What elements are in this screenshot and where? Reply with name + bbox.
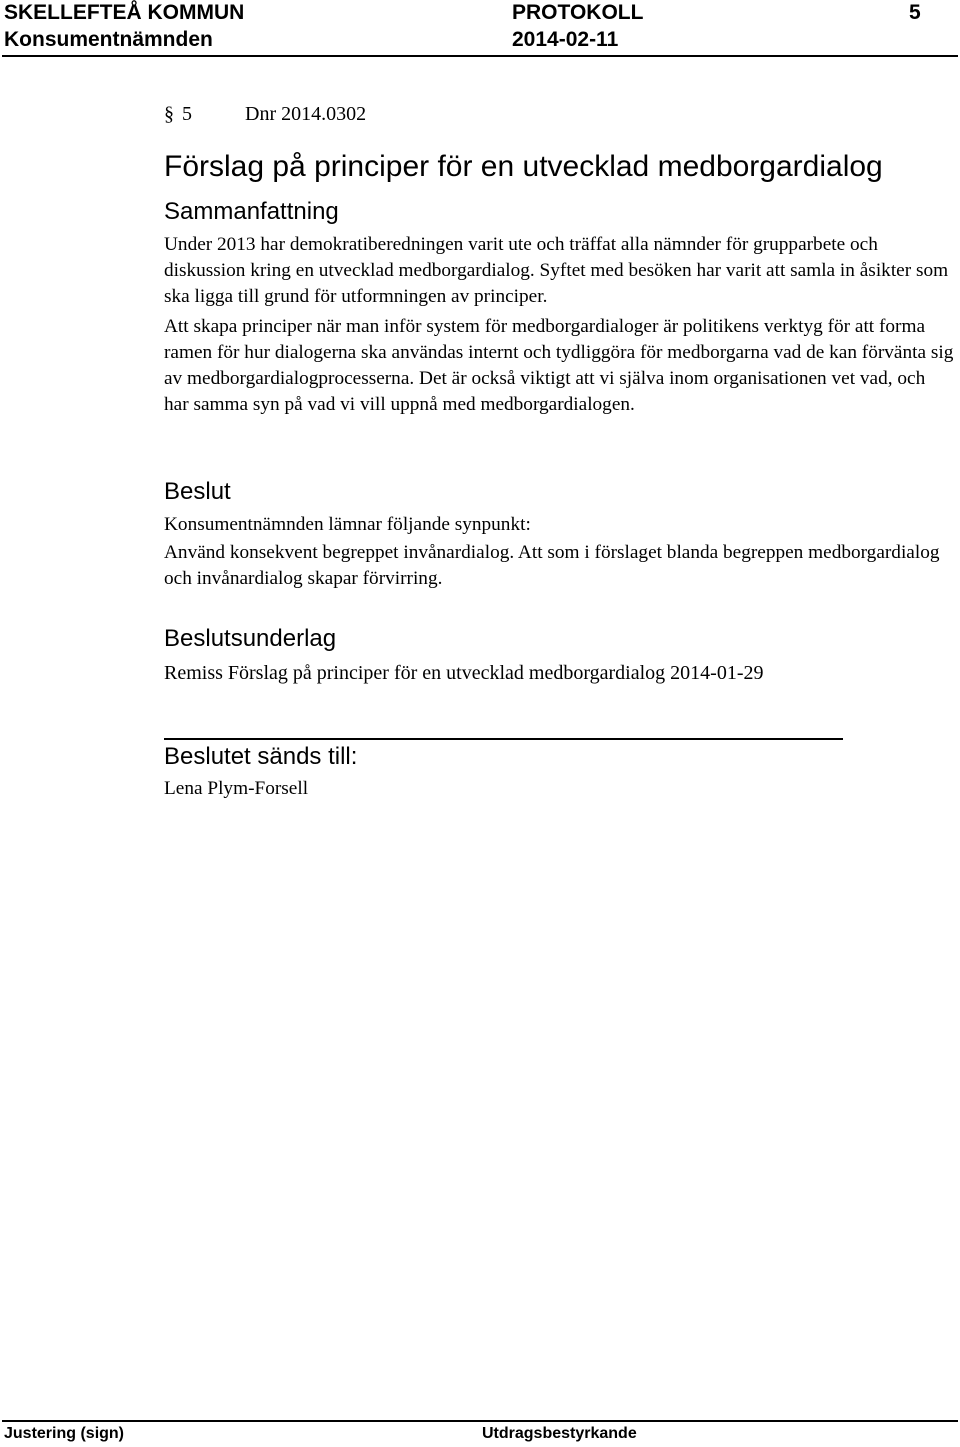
summary-heading: Sammanfattning <box>164 198 339 225</box>
sent-to-recipient: Lena Plym-Forsell <box>164 778 309 799</box>
registration-number: Dnr 2014.0302 <box>245 103 367 125</box>
basis-heading: Beslutsunderlag <box>164 625 337 652</box>
document-type: PROTOKOLL <box>512 1 644 24</box>
section-symbol: § <box>164 103 174 125</box>
paragraph-number: 5 <box>182 103 192 125</box>
sent-to-divider <box>164 738 843 740</box>
header-divider <box>2 55 958 57</box>
footer-extract-certification-label: Utdragsbestyrkande <box>482 1425 637 1442</box>
organization-name: SKELLEFTEÅ KOMMUN <box>4 1 245 24</box>
decision-heading: Beslut <box>164 478 231 505</box>
decision-intro: Konsumentnämnden lämnar följande synpunkt: <box>164 514 531 535</box>
page-number: 5 <box>909 1 921 24</box>
document-title: Förslag på principer för en utvecklad medborgardialog <box>164 150 883 183</box>
committee-name: Konsumentnämnden <box>4 28 213 51</box>
meeting-date: 2014-02-11 <box>512 28 619 51</box>
decision-text: Använd konsekvent begreppet invånardialog. Att som i förslaget blanda begreppen medborgardialog och invånardialog skapar förvirring. <box>164 542 940 589</box>
sent-to-heading: Beslutet sänds till: <box>164 743 358 770</box>
basis-text: Remiss Förslag på principer för en utvecklad medborgardialog 2014-01-29 <box>164 662 764 684</box>
summary-paragraph-1: Under 2013 har demokratiberedningen varit ute och träffat alla nämnder för grupparbete och diskussion kring en utvecklad medborgardialog. Syftet med besöken har varit att samla in åsikter som ska ligga till grund för utformningen av principer. <box>164 234 949 307</box>
summary-paragraph-2: Att skapa principer när man inför system för medborgardialoger är politikens verktyg för att forma ramen för hur dialogerna ska användas internt och tydliggöra för medborgarna vad de kan förvänta sig av medborgardialogprocesserna. Det är också viktigt att vi själva inom organisationen vet vad, och har samma syn på vad vi vill uppnå med medborgardialogen. <box>164 316 954 415</box>
paragraph-reference <box>164 102 367 126</box>
footer-divider <box>2 1420 958 1422</box>
footer-justification-label: Justering (sign) <box>4 1425 125 1442</box>
